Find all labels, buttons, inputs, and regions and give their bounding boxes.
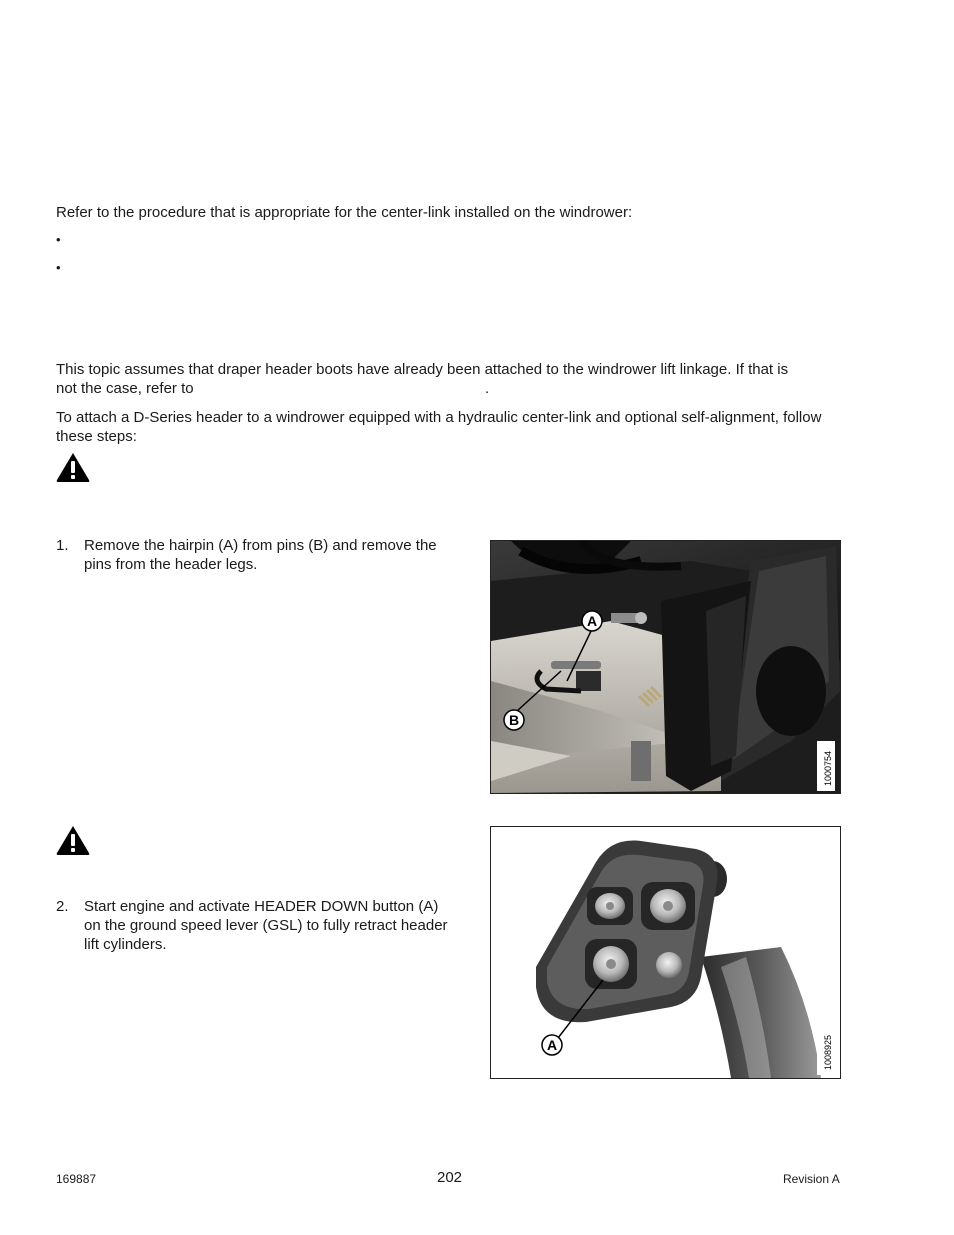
warning-triangle-icon xyxy=(55,451,91,483)
bullet-2: • xyxy=(56,260,61,275)
figure-1-id: 1000754 xyxy=(823,750,833,786)
callout-b-label: B xyxy=(508,712,520,728)
figure-1-illustration xyxy=(491,541,840,793)
callout-b xyxy=(504,710,524,730)
callout-a xyxy=(542,1035,562,1055)
warning-triangle-icon xyxy=(55,824,91,856)
figure-2-id: 1008925 xyxy=(823,1034,833,1070)
topic-paragraph-1-line-1: This topic assumes that draper header boots have already been attached to the windrower lift linkage. If that is xyxy=(56,361,789,378)
topic-paragraph-2: To attach a D-Series header to a windrower equipped with a hydraulic center-link and optional self-alignment, follow these steps: xyxy=(56,409,822,445)
callout-a-label: A xyxy=(586,613,598,629)
topic-paragraph-1-line-2: not the case, refer to xyxy=(56,380,194,397)
figure-1-header-leg-pins xyxy=(490,540,841,794)
step-2-number: 2. xyxy=(56,898,69,915)
footer-doc-number: 169887 xyxy=(56,1172,97,1186)
step-1-number: 1. xyxy=(56,537,69,554)
step-2-text: Start engine and activate HEADER DOWN button (A) on the ground speed lever (GSL) to fully retract header lift cylinders. xyxy=(84,898,448,953)
figure-2-illustration xyxy=(491,827,840,1078)
callout-a-label: A xyxy=(546,1037,558,1053)
callout-a xyxy=(582,611,602,631)
step-1-text: Remove the hairpin (A) from pins (B) and remove the pins from the header legs. xyxy=(84,537,437,573)
bullet-1: • xyxy=(56,232,61,247)
topic-paragraph-1 xyxy=(56,360,856,398)
intro-text: Refer to the procedure that is appropriate for the center-link installed on the windrower: xyxy=(56,204,633,221)
figure-2-ground-speed-lever xyxy=(490,826,841,1079)
topic-paragraph-1-period: . xyxy=(485,380,490,397)
footer-page-number: 202 xyxy=(437,1169,463,1186)
footer-revision: Revision A xyxy=(783,1172,840,1186)
